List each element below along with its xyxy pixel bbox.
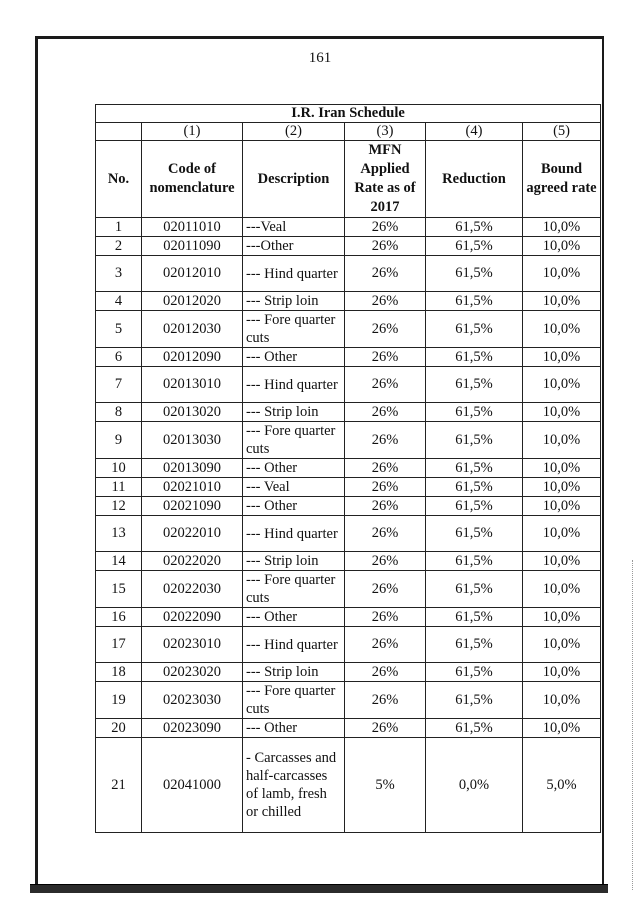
cell-no: 4 bbox=[96, 292, 142, 311]
cell-description: --- Fore quarter cuts bbox=[243, 422, 345, 459]
cell-code: 02011010 bbox=[142, 218, 243, 237]
header-mfn-rate: MFN Applied Rate as of 2017 bbox=[345, 141, 426, 218]
cell-code: 02012030 bbox=[142, 311, 243, 348]
cell-bound-rate: 10,0% bbox=[523, 256, 601, 292]
cell-reduction: 61,5% bbox=[426, 627, 523, 663]
cell-description: --- Other bbox=[243, 719, 345, 738]
table-row bbox=[96, 516, 601, 552]
cell-bound-rate: 10,0% bbox=[523, 663, 601, 682]
cell-bound-rate: 10,0% bbox=[523, 719, 601, 738]
cell-mfn-rate: 26% bbox=[345, 478, 426, 497]
cell-bound-rate: 10,0% bbox=[523, 237, 601, 256]
cell-mfn-rate: 26% bbox=[345, 311, 426, 348]
cell-reduction: 61,5% bbox=[426, 552, 523, 571]
header-reduction: Reduction bbox=[426, 141, 523, 218]
cell-code: 02023020 bbox=[142, 663, 243, 682]
cell-reduction: 61,5% bbox=[426, 367, 523, 403]
cell-bound-rate: 10,0% bbox=[523, 608, 601, 627]
cell-mfn-rate: 26% bbox=[345, 552, 426, 571]
cell-no: 20 bbox=[96, 719, 142, 738]
page-number: 161 bbox=[308, 50, 332, 66]
header-description: Description bbox=[243, 141, 345, 218]
table-row bbox=[96, 738, 601, 833]
cell-bound-rate: 5,0% bbox=[523, 738, 601, 833]
cell-reduction: 61,5% bbox=[426, 256, 523, 292]
table-row bbox=[96, 663, 601, 682]
cell-mfn-rate: 26% bbox=[345, 571, 426, 608]
cell-description: - Carcasses and half-carcasses of lamb, fresh or chilled bbox=[243, 738, 345, 833]
cell-description: --- Other bbox=[243, 497, 345, 516]
cell-bound-rate: 10,0% bbox=[523, 422, 601, 459]
header-code: Code of nomenclature bbox=[142, 141, 243, 218]
table-row bbox=[96, 348, 601, 367]
table-row bbox=[96, 403, 601, 422]
table-row bbox=[96, 627, 601, 663]
column-number: (2) bbox=[243, 123, 345, 141]
cell-bound-rate: 10,0% bbox=[523, 478, 601, 497]
cell-bound-rate: 10,0% bbox=[523, 459, 601, 478]
cell-reduction: 61,5% bbox=[426, 663, 523, 682]
cell-no: 19 bbox=[96, 682, 142, 719]
cell-mfn-rate: 26% bbox=[345, 516, 426, 552]
table-row bbox=[96, 292, 601, 311]
cell-bound-rate: 10,0% bbox=[523, 497, 601, 516]
cell-description: --- Strip loin bbox=[243, 552, 345, 571]
cell-no: 14 bbox=[96, 552, 142, 571]
cell-mfn-rate: 26% bbox=[345, 627, 426, 663]
cell-mfn-rate: 26% bbox=[345, 292, 426, 311]
cell-description: --- Strip loin bbox=[243, 663, 345, 682]
header-row bbox=[96, 141, 601, 218]
table-body bbox=[96, 218, 601, 833]
cell-reduction: 61,5% bbox=[426, 403, 523, 422]
cell-description: --- Veal bbox=[243, 478, 345, 497]
table-row bbox=[96, 218, 601, 237]
cell-code: 02023030 bbox=[142, 682, 243, 719]
cell-description: --- Fore quarter cuts bbox=[243, 311, 345, 348]
table-row bbox=[96, 459, 601, 478]
cell-mfn-rate: 26% bbox=[345, 256, 426, 292]
table-row bbox=[96, 237, 601, 256]
cell-bound-rate: 10,0% bbox=[523, 403, 601, 422]
cell-mfn-rate: 26% bbox=[345, 348, 426, 367]
cell-code: 02013010 bbox=[142, 367, 243, 403]
cell-description: --- Fore quarter cuts bbox=[243, 571, 345, 608]
cell-mfn-rate: 26% bbox=[345, 608, 426, 627]
scan-edge-line bbox=[632, 560, 634, 890]
cell-reduction: 61,5% bbox=[426, 311, 523, 348]
cell-bound-rate: 10,0% bbox=[523, 516, 601, 552]
cell-no: 6 bbox=[96, 348, 142, 367]
cell-reduction: 61,5% bbox=[426, 571, 523, 608]
cell-description: --- Hind quarter bbox=[243, 367, 345, 403]
cell-code: 02011090 bbox=[142, 237, 243, 256]
cell-code: 02023010 bbox=[142, 627, 243, 663]
cell-description: --- Other bbox=[243, 459, 345, 478]
table-row bbox=[96, 311, 601, 348]
table-row bbox=[96, 367, 601, 403]
cell-code: 02013030 bbox=[142, 422, 243, 459]
table-row bbox=[96, 682, 601, 719]
cell-no: 13 bbox=[96, 516, 142, 552]
cell-reduction: 61,5% bbox=[426, 497, 523, 516]
cell-no: 12 bbox=[96, 497, 142, 516]
cell-description: --- Other bbox=[243, 348, 345, 367]
cell-code: 02022020 bbox=[142, 552, 243, 571]
column-number: (5) bbox=[523, 123, 601, 141]
cell-mfn-rate: 5% bbox=[345, 738, 426, 833]
cell-reduction: 61,5% bbox=[426, 478, 523, 497]
cell-reduction: 61,5% bbox=[426, 516, 523, 552]
cell-no: 7 bbox=[96, 367, 142, 403]
cell-description: --- Fore quarter cuts bbox=[243, 682, 345, 719]
table-row bbox=[96, 497, 601, 516]
cell-reduction: 61,5% bbox=[426, 237, 523, 256]
schedule-table bbox=[95, 104, 601, 833]
cell-mfn-rate: 26% bbox=[345, 403, 426, 422]
cell-no: 18 bbox=[96, 663, 142, 682]
cell-no: 5 bbox=[96, 311, 142, 348]
cell-description: --- Other bbox=[243, 608, 345, 627]
table-row bbox=[96, 571, 601, 608]
cell-mfn-rate: 26% bbox=[345, 237, 426, 256]
cell-bound-rate: 10,0% bbox=[523, 218, 601, 237]
cell-no: 15 bbox=[96, 571, 142, 608]
cell-no: 9 bbox=[96, 422, 142, 459]
cell-bound-rate: 10,0% bbox=[523, 348, 601, 367]
cell-code: 02012010 bbox=[142, 256, 243, 292]
cell-code: 02023090 bbox=[142, 719, 243, 738]
table-row bbox=[96, 608, 601, 627]
header-bound-rate: Bound agreed rate bbox=[523, 141, 601, 218]
cell-description: --- Hind quarter bbox=[243, 627, 345, 663]
cell-bound-rate: 10,0% bbox=[523, 682, 601, 719]
cell-code: 02013090 bbox=[142, 459, 243, 478]
cell-description: --- Strip loin bbox=[243, 292, 345, 311]
cell-no: 10 bbox=[96, 459, 142, 478]
cell-mfn-rate: 26% bbox=[345, 218, 426, 237]
cell-bound-rate: 10,0% bbox=[523, 571, 601, 608]
column-number-row bbox=[96, 123, 601, 141]
page-bottom-border bbox=[30, 884, 608, 893]
column-number: (4) bbox=[426, 123, 523, 141]
cell-mfn-rate: 26% bbox=[345, 422, 426, 459]
column-number: (3) bbox=[345, 123, 426, 141]
cell-reduction: 61,5% bbox=[426, 459, 523, 478]
cell-description: --- Hind quarter bbox=[243, 256, 345, 292]
cell-code: 02021090 bbox=[142, 497, 243, 516]
cell-description: ---Other bbox=[243, 237, 345, 256]
cell-description: --- Strip loin bbox=[243, 403, 345, 422]
cell-no: 21 bbox=[96, 738, 142, 833]
cell-bound-rate: 10,0% bbox=[523, 292, 601, 311]
cell-code: 02022010 bbox=[142, 516, 243, 552]
header-no: No. bbox=[96, 141, 142, 218]
cell-reduction: 0,0% bbox=[426, 738, 523, 833]
cell-reduction: 61,5% bbox=[426, 719, 523, 738]
cell-no: 17 bbox=[96, 627, 142, 663]
cell-reduction: 61,5% bbox=[426, 682, 523, 719]
cell-code: 02021010 bbox=[142, 478, 243, 497]
cell-code: 02022090 bbox=[142, 608, 243, 627]
cell-no: 1 bbox=[96, 218, 142, 237]
cell-no: 8 bbox=[96, 403, 142, 422]
cell-description: --- Hind quarter bbox=[243, 516, 345, 552]
cell-bound-rate: 10,0% bbox=[523, 367, 601, 403]
cell-no: 16 bbox=[96, 608, 142, 627]
column-number bbox=[96, 123, 142, 141]
cell-mfn-rate: 26% bbox=[345, 367, 426, 403]
cell-reduction: 61,5% bbox=[426, 218, 523, 237]
cell-reduction: 61,5% bbox=[426, 422, 523, 459]
cell-code: 02022030 bbox=[142, 571, 243, 608]
column-number: (1) bbox=[142, 123, 243, 141]
cell-bound-rate: 10,0% bbox=[523, 311, 601, 348]
cell-code: 02041000 bbox=[142, 738, 243, 833]
cell-code: 02012020 bbox=[142, 292, 243, 311]
cell-reduction: 61,5% bbox=[426, 292, 523, 311]
cell-bound-rate: 10,0% bbox=[523, 627, 601, 663]
cell-code: 02013020 bbox=[142, 403, 243, 422]
cell-no: 3 bbox=[96, 256, 142, 292]
cell-mfn-rate: 26% bbox=[345, 497, 426, 516]
cell-reduction: 61,5% bbox=[426, 608, 523, 627]
table-title: I.R. Iran Schedule bbox=[96, 105, 601, 123]
cell-mfn-rate: 26% bbox=[345, 459, 426, 478]
table-row bbox=[96, 478, 601, 497]
table-row bbox=[96, 552, 601, 571]
cell-reduction: 61,5% bbox=[426, 348, 523, 367]
table-row bbox=[96, 719, 601, 738]
table-row bbox=[96, 256, 601, 292]
cell-bound-rate: 10,0% bbox=[523, 552, 601, 571]
cell-description: ---Veal bbox=[243, 218, 345, 237]
cell-mfn-rate: 26% bbox=[345, 663, 426, 682]
cell-mfn-rate: 26% bbox=[345, 682, 426, 719]
cell-no: 11 bbox=[96, 478, 142, 497]
cell-code: 02012090 bbox=[142, 348, 243, 367]
table-row bbox=[96, 422, 601, 459]
cell-mfn-rate: 26% bbox=[345, 719, 426, 738]
cell-no: 2 bbox=[96, 237, 142, 256]
